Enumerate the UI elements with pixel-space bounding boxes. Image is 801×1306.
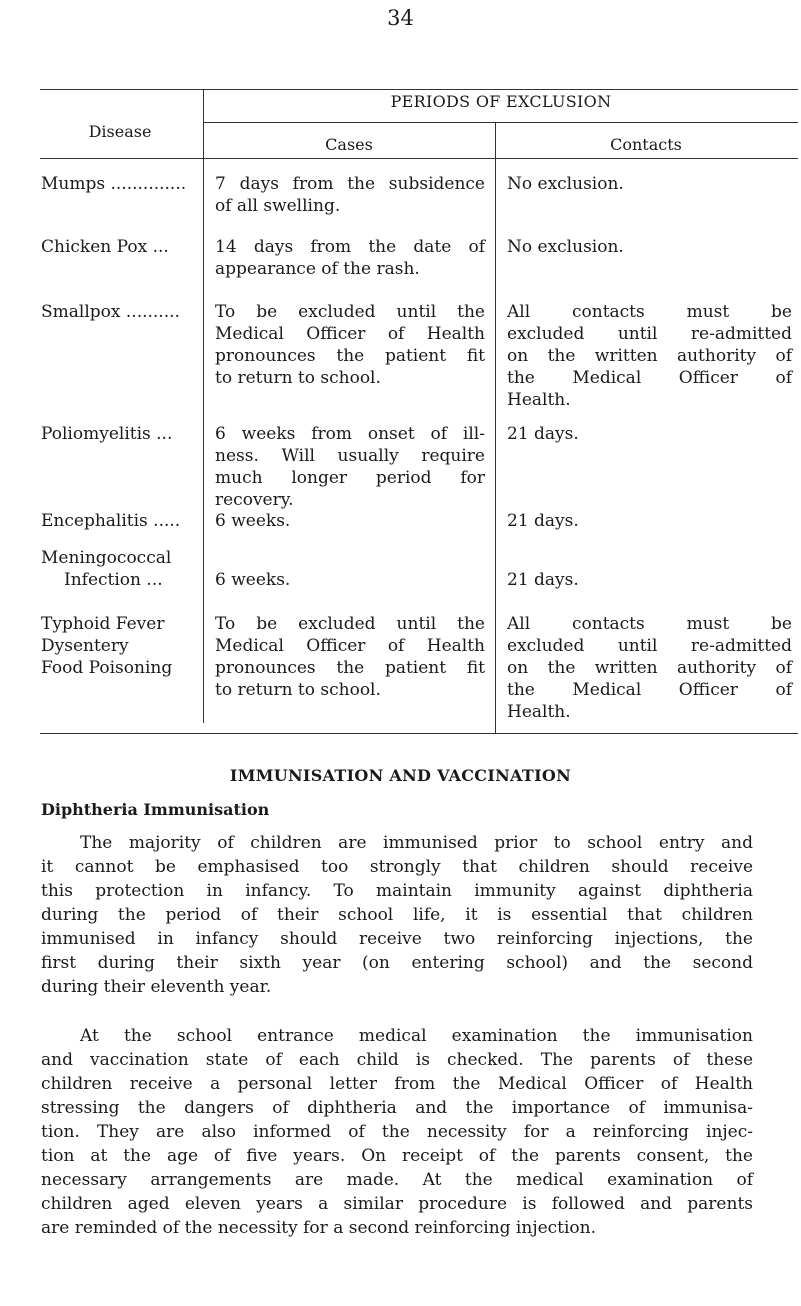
cases-line: 7 days from the subsidence: [215, 174, 485, 194]
paragraph-line: it cannot be emphasised too strongly that children should receive: [41, 857, 753, 877]
table-row-cases: [215, 423, 485, 511]
disease-line: Smallpox ..........: [41, 302, 180, 322]
contacts-line: 21 days.: [507, 424, 579, 444]
paragraph-line: during the period of their school life, it is essential that children: [41, 905, 753, 925]
cases-line: to return to school.: [215, 680, 381, 700]
table-row-cases: [215, 510, 485, 532]
cases-line: ness. Will usually require: [215, 446, 485, 466]
table-row-contacts: [507, 173, 792, 195]
contacts-line: 21 days.: [507, 511, 579, 531]
table-top-rule: [40, 89, 798, 90]
disease-line: Mumps ..............: [41, 174, 187, 194]
table-row-disease: [41, 613, 201, 679]
cases-line: recovery.: [215, 490, 294, 510]
table-row-cases: [215, 613, 485, 701]
col-divider-2: [495, 122, 496, 734]
contacts-line: excluded until re-admitted: [507, 324, 792, 344]
paragraph-line: tion. They are also informed of the necessity for a reinforcing injec-: [41, 1122, 753, 1142]
paragraph-line: this protection in infancy. To maintain immunity against diphtheria: [41, 881, 753, 901]
header-bottom-rule: [40, 158, 798, 159]
header-cases: Cases: [325, 135, 373, 154]
table-row-contacts: [507, 301, 792, 411]
table-bottom-rule: [40, 733, 798, 734]
table-row-disease: [41, 301, 201, 323]
paragraph-line: during their eleventh year.: [41, 977, 272, 997]
table-row-cases: [215, 173, 485, 217]
disease-line: Dysentery: [41, 636, 129, 656]
cases-line: 6 weeks.: [215, 511, 291, 531]
contacts-line: excluded until re-admitted: [507, 636, 792, 656]
table-row-contacts: [507, 569, 792, 591]
cases-line: appearance of the rash.: [215, 259, 420, 279]
header-sub-rule: [204, 122, 798, 123]
cases-line: Medical Officer of Health: [215, 324, 485, 344]
cases-line: of all swelling.: [215, 196, 341, 216]
page-number: 34: [387, 6, 414, 30]
cases-line: To be excluded until the: [215, 302, 485, 322]
paragraph-line: stressing the dangers of diphtheria and the importance of immunisa-: [41, 1098, 753, 1118]
cases-line: 14 days from the date of: [215, 237, 485, 257]
paragraph-line: are reminded of the necessity for a second reinforcing injection.: [41, 1218, 597, 1238]
table-row-disease: [41, 423, 201, 445]
disease-line: Chicken Pox ...: [41, 237, 169, 257]
table-row-contacts: [507, 613, 792, 723]
table-row-cases: [215, 301, 485, 389]
contacts-line: the Medical Officer of: [507, 368, 792, 388]
header-periods-of-exclusion: PERIODS OF EXCLUSION: [390, 92, 612, 111]
header-disease: Disease: [88, 122, 152, 141]
disease-line: Typhoid Fever: [41, 614, 165, 634]
contacts-line: No exclusion.: [507, 237, 624, 257]
cases-line: To be excluded until the: [215, 614, 485, 634]
paragraph-line: At the school entrance medical examination the immunisation: [80, 1026, 753, 1046]
header-contacts: Contacts: [610, 135, 682, 154]
paragraph-1: [41, 831, 753, 999]
table-row-cases: [215, 569, 485, 591]
disease-line: Food Poisoning: [41, 658, 173, 678]
cases-line: 6 weeks.: [215, 570, 291, 590]
paragraph-line: The majority of children are immunised prior to school entry and: [80, 833, 753, 853]
disease-line: Encephalitis .....: [41, 511, 181, 531]
contacts-line: 21 days.: [507, 570, 579, 590]
cases-line: 6 weeks from onset of ill-: [215, 424, 485, 444]
col-divider-1: [203, 89, 204, 723]
paragraph-line: children aged eleven years a similar procedure is followed and parents: [41, 1194, 753, 1214]
contacts-line: Health.: [507, 390, 571, 410]
paragraph-line: and vaccination state of each child is checked. The parents of these: [41, 1050, 753, 1070]
paragraph-line: necessary arrangements are made. At the medical examination of: [41, 1170, 753, 1190]
cases-line: much longer period for: [215, 468, 485, 488]
contacts-line: Health.: [507, 702, 571, 722]
section-subheading: Diphtheria Immunisation: [41, 800, 270, 819]
table-row-disease: [41, 173, 201, 195]
paragraph-2: [41, 1024, 753, 1240]
contacts-line: All contacts must be: [507, 302, 792, 322]
disease-line: Meningococcal: [41, 548, 172, 568]
cases-line: pronounces the patient fit: [215, 346, 485, 366]
contacts-line: the Medical Officer of: [507, 680, 792, 700]
table-row-contacts: [507, 510, 792, 532]
cases-line: to return to school.: [215, 368, 381, 388]
section-title: IMMUNISATION AND VACCINATION: [229, 766, 572, 785]
table-row-cases: [215, 236, 485, 280]
paragraph-line: tion at the age of five years. On receipt of the parents consent, the: [41, 1146, 753, 1166]
contacts-line: on the written authority of: [507, 346, 792, 366]
paragraph-line: children receive a personal letter from the Medical Officer of Health: [41, 1074, 753, 1094]
paragraph-line: immunised in infancy should receive two reinforcing injections, the: [41, 929, 753, 949]
cases-line: Medical Officer of Health: [215, 636, 485, 656]
contacts-line: No exclusion.: [507, 174, 624, 194]
paragraph-line: first during their sixth year (on entering school) and the second: [41, 953, 753, 973]
disease-line: Poliomyelitis ...: [41, 424, 173, 444]
disease-line: Infection ...: [64, 570, 163, 590]
table-row-contacts: [507, 423, 792, 445]
table-row-disease: [41, 510, 201, 532]
cases-line: pronounces the patient fit: [215, 658, 485, 678]
contacts-line: All contacts must be: [507, 614, 792, 634]
table-row-disease: [41, 547, 201, 591]
contacts-line: on the written authority of: [507, 658, 792, 678]
table-row-contacts: [507, 236, 792, 258]
table-row-disease: [41, 236, 201, 258]
